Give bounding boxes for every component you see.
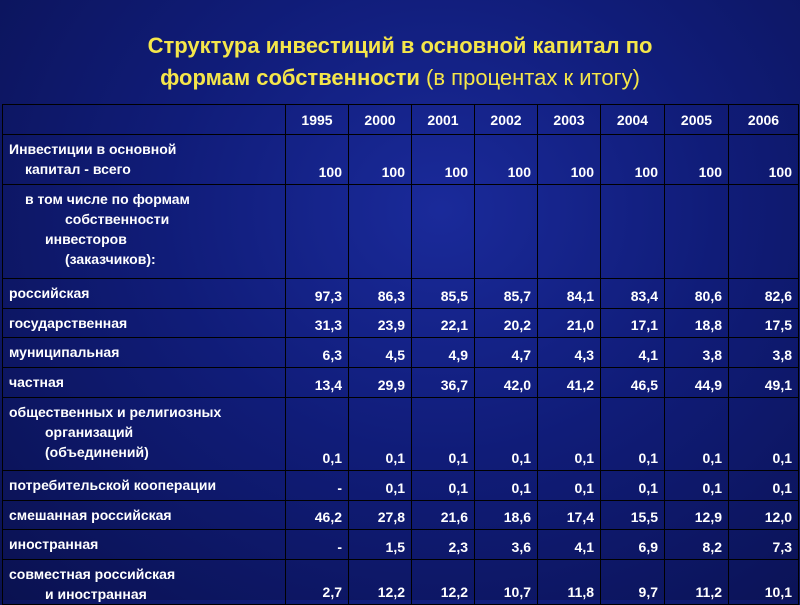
table-cell: 97,3 (286, 279, 349, 309)
table-cell: 3,6 (475, 530, 538, 560)
table-cell: 15,5 (601, 501, 665, 530)
row-label-line: иностранная (9, 536, 99, 552)
table-cell (475, 185, 538, 279)
table-cell: 100 (475, 135, 538, 185)
table-cell (349, 185, 412, 279)
table-row (3, 471, 799, 501)
table-cell: 29,9 (349, 368, 412, 398)
row-label (3, 530, 286, 560)
table-cell (538, 185, 601, 279)
row-label (3, 368, 286, 398)
table-row (3, 338, 799, 368)
table-cell: 36,7 (412, 368, 475, 398)
row-label-line: российская (9, 285, 90, 301)
row-label-line: организаций (45, 424, 134, 440)
table-cell: 4,7 (475, 338, 538, 368)
row-label-line: потребительской кооперации (9, 477, 217, 493)
header-corner (3, 105, 286, 135)
table-cell: 100 (412, 135, 475, 185)
table-cell: 12,2 (412, 560, 475, 605)
table-cell: 2,3 (412, 530, 475, 560)
year-header: 2003 (538, 105, 601, 135)
table-cell: 10,7 (475, 560, 538, 605)
table-cell: 27,8 (349, 501, 412, 530)
table-cell: 82,6 (729, 279, 799, 309)
year-header: 2006 (729, 105, 799, 135)
table-cell: 100 (538, 135, 601, 185)
row-label-line: в том числе по формам (25, 191, 190, 207)
table-cell: 11,8 (538, 560, 601, 605)
table-cell: 86,3 (349, 279, 412, 309)
table-row (3, 185, 799, 279)
title-line-1: Структура инвестиций в основной капитал по (147, 33, 653, 58)
table-cell (601, 185, 665, 279)
row-label-line: собственности (65, 211, 170, 227)
row-label (3, 501, 286, 530)
table-cell: 4,9 (412, 338, 475, 368)
table-cell: 100 (286, 135, 349, 185)
title-line-2-bold: формам собственности (160, 65, 427, 90)
row-label-line: (заказчиков): (65, 251, 156, 267)
table-cell: 31,3 (286, 309, 349, 338)
table-cell: 0,1 (538, 471, 601, 501)
table-cell: 2,7 (286, 560, 349, 605)
year-header: 2004 (601, 105, 665, 135)
header-row (3, 105, 799, 135)
table-cell: 6,3 (286, 338, 349, 368)
table-cell: 22,1 (412, 309, 475, 338)
row-label-line: общественных и религиозных (9, 404, 222, 420)
table-cell: 11,2 (665, 560, 729, 605)
table-cell: 0,1 (349, 398, 412, 471)
table-cell (286, 185, 349, 279)
row-label-line: муниципальная (9, 344, 120, 360)
table-cell: - (286, 471, 349, 501)
table-cell: 85,7 (475, 279, 538, 309)
row-label-line: совместная российская (9, 566, 176, 582)
row-label (3, 471, 286, 501)
row-label-line: (объединений) (45, 444, 149, 460)
slide-title (0, 30, 800, 94)
table-row (3, 368, 799, 398)
row-label (3, 338, 286, 368)
table-cell: 0,1 (412, 471, 475, 501)
table-row (3, 560, 799, 605)
year-header: 2001 (412, 105, 475, 135)
row-label-line: инвесторов (45, 231, 127, 247)
table-cell: 12,0 (729, 501, 799, 530)
table-cell: 0,1 (475, 398, 538, 471)
table-cell: 3,8 (665, 338, 729, 368)
table-cell (729, 185, 799, 279)
table-cell: 41,2 (538, 368, 601, 398)
table-row (3, 501, 799, 530)
table-cell: 6,9 (601, 530, 665, 560)
table-row (3, 530, 799, 560)
table-cell: 9,7 (601, 560, 665, 605)
table-cell (412, 185, 475, 279)
table-cell: 0,1 (665, 398, 729, 471)
table-cell: 0,1 (349, 471, 412, 501)
table-cell: 21,0 (538, 309, 601, 338)
table-cell: 12,9 (665, 501, 729, 530)
table-row (3, 279, 799, 309)
table-cell: 0,1 (538, 398, 601, 471)
table-cell: - (286, 530, 349, 560)
table-cell: 0,1 (412, 398, 475, 471)
table-cell: 17,1 (601, 309, 665, 338)
title-line-2-normal: (в процентах к итогу) (426, 65, 640, 90)
row-label-line: смешанная российская (9, 507, 172, 523)
table-cell: 12,2 (349, 560, 412, 605)
title-line-2 (0, 62, 800, 94)
table-cell: 100 (601, 135, 665, 185)
table-cell: 0,1 (601, 398, 665, 471)
table-row (3, 398, 799, 471)
table-cell: 7,3 (729, 530, 799, 560)
table-cell: 100 (665, 135, 729, 185)
table-cell: 0,1 (729, 471, 799, 501)
row-label-line: и иностранная (45, 586, 147, 602)
table-cell: 4,3 (538, 338, 601, 368)
table-cell: 42,0 (475, 368, 538, 398)
table-row (3, 309, 799, 338)
table-cell: 100 (729, 135, 799, 185)
table-cell: 20,2 (475, 309, 538, 338)
table-row (3, 135, 799, 185)
row-label-line: государственная (9, 315, 128, 331)
table-cell: 0,1 (729, 398, 799, 471)
table-cell: 4,1 (538, 530, 601, 560)
table-cell: 21,6 (412, 501, 475, 530)
table-cell: 4,1 (601, 338, 665, 368)
table-cell: 100 (349, 135, 412, 185)
year-header: 1995 (286, 105, 349, 135)
table-cell: 3,8 (729, 338, 799, 368)
row-label-line: капитал - всего (25, 161, 131, 177)
table-cell: 17,5 (729, 309, 799, 338)
row-label (3, 309, 286, 338)
year-header: 2002 (475, 105, 538, 135)
table-cell: 46,5 (601, 368, 665, 398)
table-cell: 0,1 (601, 471, 665, 501)
table-cell: 8,2 (665, 530, 729, 560)
table-cell: 1,5 (349, 530, 412, 560)
table-cell: 18,6 (475, 501, 538, 530)
row-label-line: Инвестиции в основной (9, 141, 177, 157)
table-cell: 44,9 (665, 368, 729, 398)
table-cell: 0,1 (665, 471, 729, 501)
table-cell: 83,4 (601, 279, 665, 309)
row-label (3, 185, 286, 279)
year-header: 2000 (349, 105, 412, 135)
table-cell: 18,8 (665, 309, 729, 338)
row-label (3, 135, 286, 185)
table-cell: 85,5 (412, 279, 475, 309)
year-header: 2005 (665, 105, 729, 135)
table-cell: 0,1 (475, 471, 538, 501)
table-cell: 13,4 (286, 368, 349, 398)
table-cell: 10,1 (729, 560, 799, 605)
table-cell: 0,1 (286, 398, 349, 471)
investment-table (2, 104, 799, 605)
row-label (3, 560, 286, 605)
table-cell: 4,5 (349, 338, 412, 368)
row-label-line: частная (9, 374, 64, 390)
table-cell: 80,6 (665, 279, 729, 309)
row-label (3, 398, 286, 471)
table-cell: 49,1 (729, 368, 799, 398)
table-cell: 46,2 (286, 501, 349, 530)
table-cell: 23,9 (349, 309, 412, 338)
row-label (3, 279, 286, 309)
table-cell: 84,1 (538, 279, 601, 309)
table-cell (665, 185, 729, 279)
table-cell: 17,4 (538, 501, 601, 530)
